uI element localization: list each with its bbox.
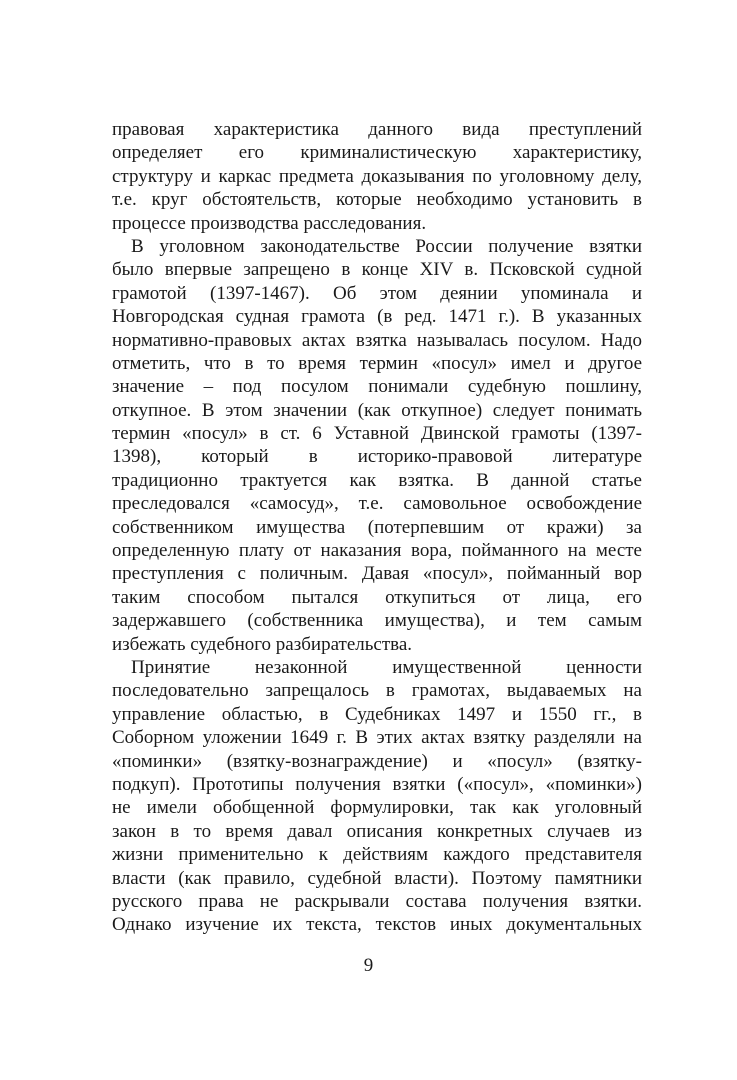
text-line: власти (как правило, судебной власти). Поэтому памятники <box>112 867 642 889</box>
text-line: 1398), который в историко-правовой литературе <box>112 446 642 468</box>
text-line: процессе производства расследования. <box>112 212 427 234</box>
text-line: грамотой (1397-1467). Об этом деянии упоминала и <box>112 282 642 304</box>
text-line: значение – под посулом понимали судебную пошлину, <box>112 376 642 398</box>
text-line: нормативно-правовых актах взятка называлась посулом. Надо <box>112 329 642 351</box>
text-line: избежать судебного разбирательства. <box>112 633 413 655</box>
text-line: т.е. круг обстоятельств, которые необходимо установить в <box>112 189 642 211</box>
text-line: было впервые запрещено в конце XIV в. Псковской судной <box>112 259 642 281</box>
text-line: В уголовном законодательстве России получение взятки <box>131 235 642 257</box>
text-line: Принятие незаконной имущественной ценности <box>131 656 642 678</box>
text-line: управление областью, в Судебниках 1497 и 1550 гг., в <box>112 703 642 725</box>
text-line: собственником имущества (потерпевшим от кражи) за <box>112 516 642 538</box>
text-line: Соборном уложении 1649 г. В этих актах взятку разделяли на <box>112 727 642 749</box>
paragraph <box>112 235 642 656</box>
page-number: 9 <box>363 955 374 976</box>
text-line: термин «посул» в ст. 6 Уставной Двинской грамоты (1397- <box>112 423 642 445</box>
text-line: задержавшего (собственника имущества), и тем самым <box>112 610 642 632</box>
text-line: Однако изучение их текста, текстов иных документальных <box>112 914 642 936</box>
text-line: преследовался «самосуд», т.е. самовольное освобождение <box>112 493 642 515</box>
text-line: подкуп). Прототипы получения взятки («посул», «поминки») <box>112 773 642 795</box>
text-line: последовательно запрещалось в грамотах, выдаваемых на <box>112 680 642 702</box>
body-text <box>112 118 642 937</box>
text-line: определенную плату от наказания вора, пойманного на месте <box>112 540 642 562</box>
text-line: жизни применительно к действиям каждого представителя <box>112 844 642 866</box>
text-line: структуру и каркас предмета доказывания по уголовному делу, <box>112 165 642 187</box>
text-line: традиционно трактуется как взятка. В данной статье <box>112 469 642 491</box>
text-line: определяет его криминалистическую характеристику, <box>112 142 642 164</box>
text-line: таким способом пытался откупиться от лица, его <box>112 586 642 608</box>
text-line: «поминки» (взятку-вознаграждение) и «посул» (взятку- <box>112 750 642 772</box>
text-line: откупное. В этом значении (как откупное) следует понимать <box>112 399 642 421</box>
text-line: отметить, что в то время термин «посул» имел и другое <box>112 352 642 374</box>
paragraph <box>112 656 642 937</box>
text-line: преступления с поличным. Давая «посул», пойманный вор <box>112 563 642 585</box>
text-line: русского права не раскрывали состава получения взятки. <box>112 890 642 912</box>
paragraph <box>112 118 642 235</box>
text-line: не имели обобщенной формулировки, так как уголовный <box>112 797 642 819</box>
text-line: закон в то время давал описания конкретных случаев из <box>112 820 642 842</box>
text-line: правовая характеристика данного вида преступлений <box>112 119 642 140</box>
text-line: Новгородская судная грамота (в ред. 1471 г.). В указанных <box>112 306 642 328</box>
